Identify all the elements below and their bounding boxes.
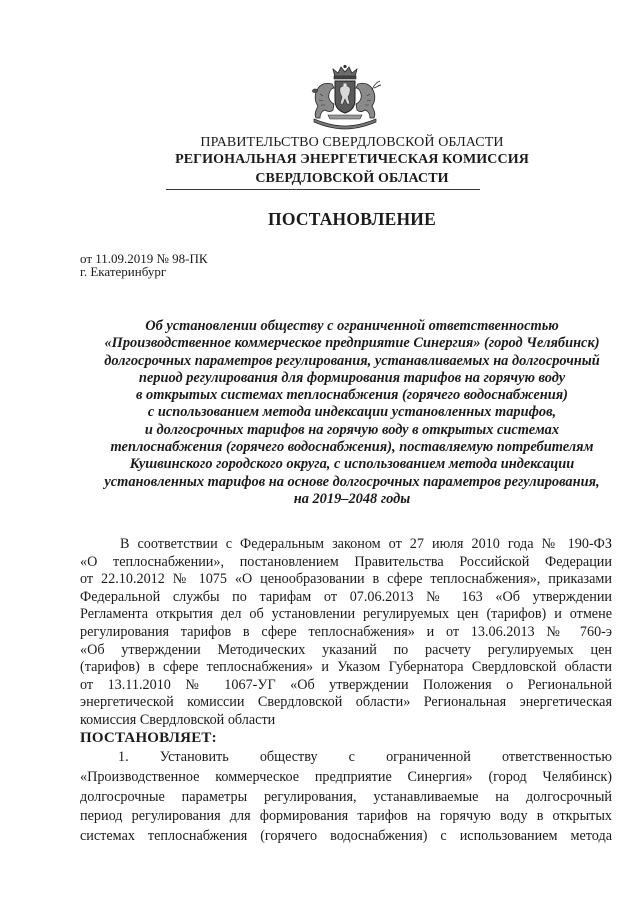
preamble-line: от 22.10.2012 № 1075 «О ценообразовании в сфере теплоснабжения», приказами <box>80 571 612 588</box>
title-line: долгосрочных параметров регулирования, устанавливаемых на долгосрочный <box>104 352 600 369</box>
title-line: установленных тарифов на основе долгосрочных параметров регулирования, <box>104 473 600 490</box>
title-line: с использованием метода индексации установленных тарифов, <box>147 404 557 421</box>
item-line: «Производственное коммерческое предприятие Синергия» (город Челябинск) <box>80 768 612 785</box>
emblem-ribbon <box>314 115 376 129</box>
title-line: на 2019–2048 годы <box>293 490 411 507</box>
title-line: Кушвинского городского округа, с использованием метода индексации <box>129 456 575 473</box>
coat-of-arms-icon <box>304 64 386 130</box>
title-line: период регулирования для формирования тарифов на горячую воду <box>138 369 566 386</box>
document-date-number: от 11.09.2019 № 98-ПК <box>80 251 208 266</box>
emblem-crown <box>333 65 357 79</box>
preamble-line: «Об утверждении Методических указаний по расчету регулируемых цен <box>80 641 612 658</box>
item-line: период регулирования для формирования тарифов на горячую воду в открытых <box>80 808 612 825</box>
item-1-paragraph <box>80 748 612 847</box>
document-title <box>72 318 632 508</box>
emblem-right-supporter <box>356 81 381 118</box>
document-place: г. Екатеринбург <box>80 264 167 279</box>
item-line: системах теплоснабжения (горячего водоснабжения) с использованием метода <box>80 828 612 845</box>
header-region-name: СВЕРДЛОВСКОЙ ОБЛАСТИ <box>255 171 449 186</box>
header-commission-name: РЕГИОНАЛЬНАЯ ЭНЕРГЕТИЧЕСКАЯ КОМИССИЯ <box>175 152 529 167</box>
preamble-line: Федеральной службы по тарифам от 07.06.2013 № 163 «Об утверждении <box>80 588 612 605</box>
emblem-shield <box>335 81 355 113</box>
document-type-heading: ПОСТАНОВЛЕНИЕ <box>268 209 436 229</box>
preamble-line: от 13.11.2010 № 1067-УГ «Об утверждении Положения о Региональной <box>80 676 612 693</box>
preamble-line: Регламента открытия дел об установлении регулируемых цен (тарифов) и отмене <box>80 606 612 623</box>
header-divider <box>166 189 480 190</box>
preamble-line: энергетической комиссии Свердловской области» Региональная энергетическая <box>80 694 612 711</box>
preamble-line: регулирования тарифов в сфере теплоснабжения» и от 13.06.2013 № 760-э <box>80 623 612 640</box>
title-line: теплоснабжения (горячего водоснабжения), поставляемую потребителям <box>110 439 594 456</box>
item-line: 1. Установить обществу с ограниченной ответственностью <box>118 749 612 765</box>
title-line: Об установлении обществу с ограниченной ответственностью <box>145 318 559 334</box>
preamble-line: (тарифов) в сфере теплоснабжения» и Указом Губернатора Свердловской области <box>80 659 612 676</box>
header-government-name: ПРАВИТЕЛЬСТВО СВЕРДЛОВСКОЙ ОБЛАСТИ <box>200 135 504 150</box>
title-line: «Производственное коммерческое предприятие Синергия» (город Челябинск) <box>104 335 600 352</box>
preamble-line: В соответствии с Федеральным законом от 27 июля 2010 года № 190-ФЗ <box>120 536 612 552</box>
title-line: в открытых системах теплоснабжения (горячего водоснабжения) <box>136 387 568 404</box>
preamble-paragraph <box>80 536 612 730</box>
title-line: и долгосрочных тарифов на горячую воду в открытых системах <box>144 421 560 438</box>
resolves-heading: ПОСТАНОВЛЯЕТ: <box>80 730 217 746</box>
preamble-line: «О теплоснабжении», постановлением Правительства Российской Федерации <box>80 553 612 570</box>
item-line: долгосрочные параметры регулирования, устанавливаемые на долгосрочный <box>80 788 612 805</box>
preamble-line: комиссия Свердловской области <box>80 711 276 728</box>
emblem-left-supporter <box>312 83 334 118</box>
